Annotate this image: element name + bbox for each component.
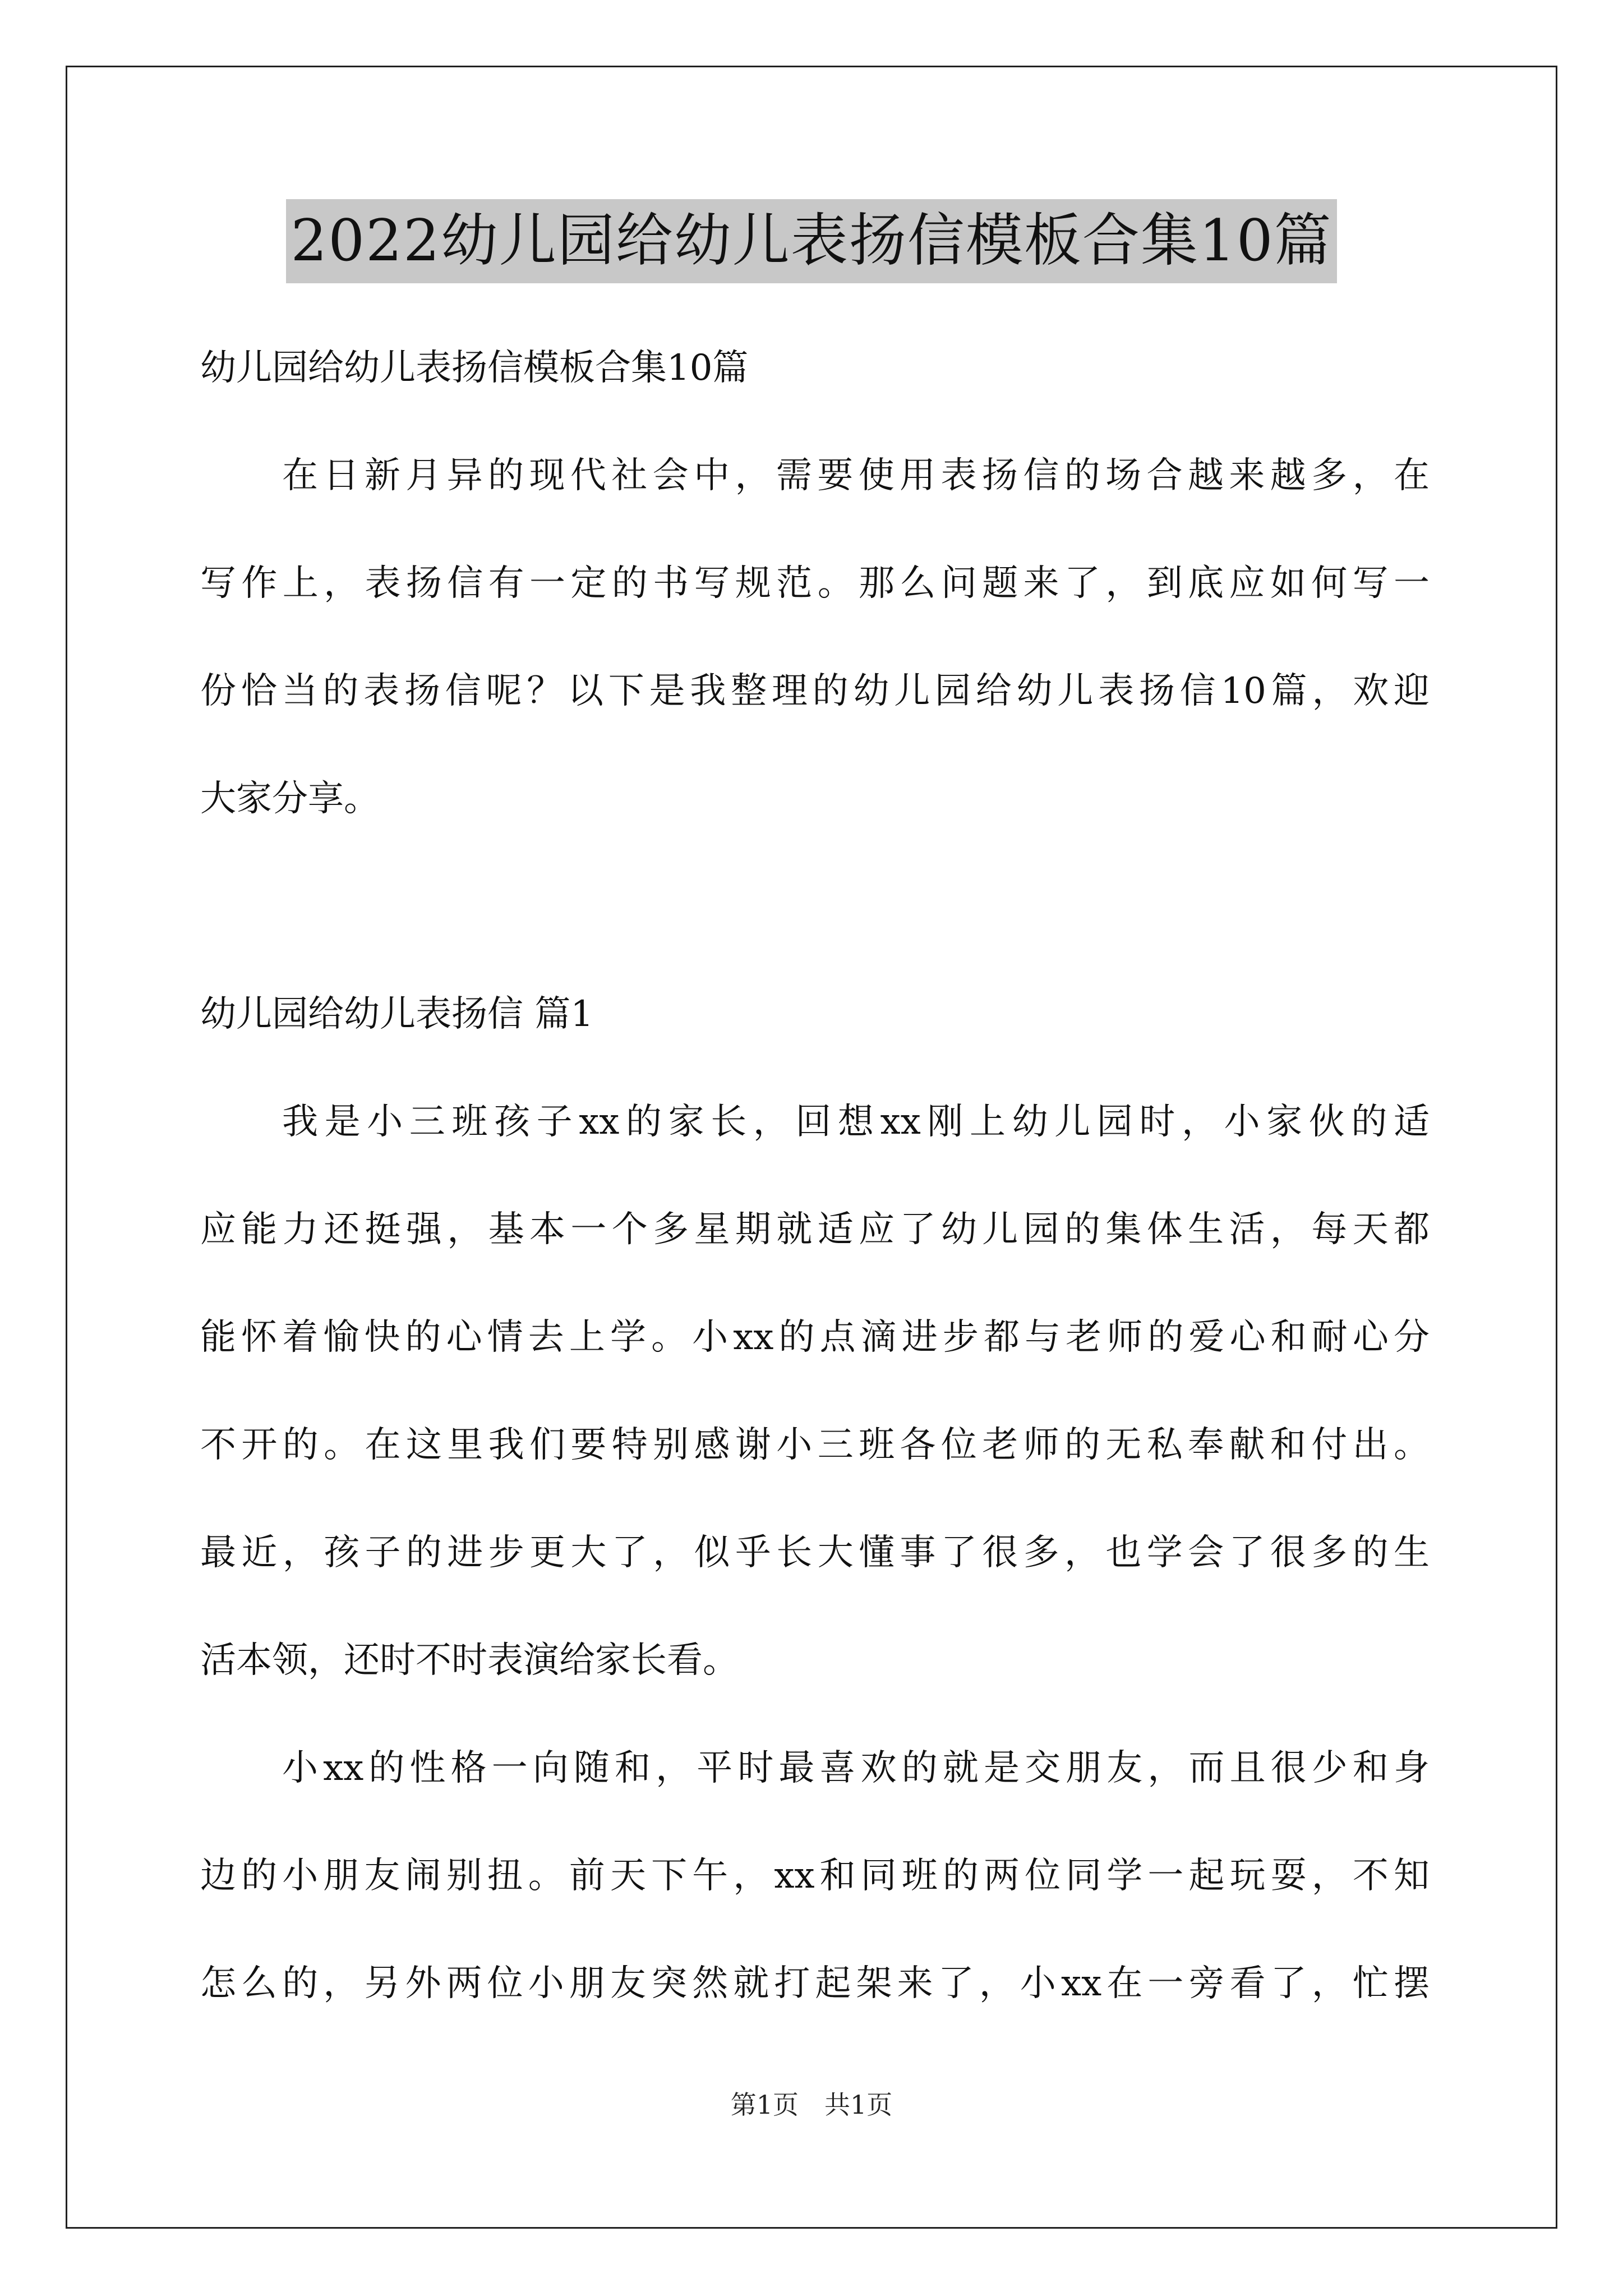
section-heading: 幼儿园给幼儿表扬信 篇1: [200, 993, 594, 1035]
text-line: 小xx的性格一向随和，平时最喜欢的就是交朋友，而且很少和身: [282, 1747, 1430, 1789]
body-paragraph-2: [200, 1714, 1430, 2037]
text-line: 大家分享。: [200, 778, 380, 820]
body-paragraph-1: [200, 1068, 1430, 1714]
paragraph-gap: [200, 853, 1430, 960]
document-body: [200, 314, 1430, 2037]
text-line: 最近，孩子的进步更大了，似乎长大懂事了很多，也学会了很多的生: [200, 1532, 1430, 1573]
document-subtitle: 幼儿园给幼儿表扬信模板合集10篇: [200, 347, 749, 389]
document-title: 2022幼儿园给幼儿表扬信模板合集10篇: [286, 199, 1336, 283]
text-line: 我是小三班孩子xx的家长，回想xx刚上幼儿园时，小家伙的适: [282, 1101, 1430, 1143]
page-footer: 第1页 共1页: [730, 2090, 893, 2120]
text-line: 怎么的，另外两位小朋友突然就打起架来了，小xx在一旁看了，忙摆: [200, 1963, 1430, 2004]
text-line: 能怀着愉快的心情去上学。小xx的点滴进步都与老师的爱心和耐心分: [200, 1317, 1430, 1358]
text-line: 应能力还挺强，基本一个多星期就适应了幼儿园的集体生活，每天都: [200, 1209, 1430, 1250]
text-line: 边的小朋友闹别扭。前天下午，xx和同班的两位同学一起玩耍，不知: [200, 1855, 1430, 1897]
text-line: 份恰当的表扬信呢？以下是我整理的幼儿园给幼儿表扬信10篇，欢迎: [200, 670, 1430, 712]
text-line: 不开的。在这里我们要特别感谢小三班各位老师的无私奉献和付出。: [200, 1424, 1430, 1466]
title-container: [0, 199, 1623, 283]
text-line: 在日新月异的现代社会中，需要使用表扬信的场合越来越多，在: [282, 455, 1430, 496]
intro-paragraph: [200, 422, 1430, 853]
text-line: 活本领，还时不时表演给家长看。: [200, 1640, 739, 1681]
text-line: 写作上，表扬信有一定的书写规范。那么问题来了，到底应如何写一: [200, 563, 1430, 604]
